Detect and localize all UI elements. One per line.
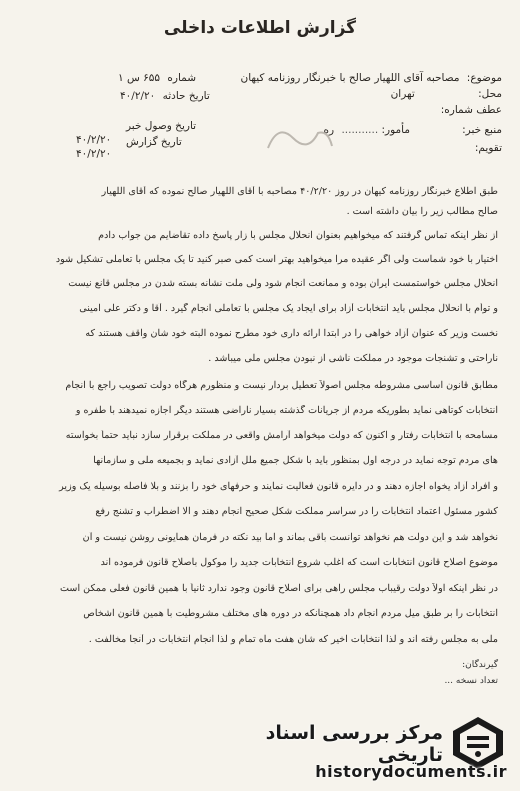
recipients-label: گیرندگان:	[462, 660, 498, 670]
document-title: گزارش اطلاعات داخلی	[163, 18, 357, 38]
receive-date-row	[126, 120, 196, 132]
agent-value: ره	[323, 124, 335, 136]
report-date-label: تاریخ گزارش	[126, 136, 182, 148]
report-date-row	[126, 136, 182, 148]
number-row	[118, 72, 196, 84]
body-line: ملی به مجلس رفته اند و لذا انتخابات اخیر که شان هفت ماه تمام و لذا انجام انتخابات در آنجا مخالفت .	[88, 634, 498, 645]
body-line: از نظر اینکه تماس گرفتند که میخواهیم بعنوان انحلال مجلس با زار پاسخ داده تقاضایم من جواب دادم	[98, 230, 498, 241]
body-line: کشور مسئول اعتماد انتخابات را در سراسر مملکت شکل صحیح انجام دهند و الا اضطراب و تشنج رفع	[95, 506, 498, 517]
subject-value: مصاحبه آقای اللهیار صالح با خبرنگار روزنامه کیهان	[240, 72, 460, 84]
agent-label: مأمور:	[381, 124, 410, 136]
copies-label: تعداد نسخه ...	[444, 676, 498, 686]
watermark	[215, 708, 515, 788]
faded-stamp-mark	[258, 118, 338, 158]
body-line: های مردم توجه نماید در درجه اول بمنظور باید با شکل جمیع ملل آزادی نماید و بجمیعه ملی و سازمانها	[93, 455, 498, 466]
body-line: و افراد آزاد یخواه اجازه دهند و در دایره قانون فعالیت نمایند و حرفهای خود را بزنند و بلا فاصله بوسیله یک وزیر	[59, 481, 498, 492]
body-line: و توأم با انحلال مجلس باید انتخابات آزاد برای ایجاد یک مجلس با تعاملی انجام گیرد . آقا و دکتر علی امینی	[79, 303, 498, 314]
event-date-label: تاریخ حادثه	[162, 90, 210, 102]
place-value: تهران	[390, 88, 415, 100]
body-line: نخواهد شد و این دولت هم نخواهد توانست باقی بماند و اما بید نکته در فرمان همایونی روشن نیست و آن	[82, 532, 498, 543]
event-date-row	[120, 90, 210, 102]
body-line: انحلال مجلس خواستمست ایران بوده و ممانعت انجام شود ولی ملت نشانه بسته شدن درِ مجلس قانع نیست	[68, 278, 498, 289]
body-line: انتخابات را بر طبق میل مردم انجام داد همچنانکه در دوره های مختلف مشروطیت با همین قانون اشخاص	[83, 608, 498, 619]
subject-row	[240, 72, 502, 84]
number-label: شماره	[167, 72, 197, 84]
watermark-title: مرکز بررسی اسناد تاریخی	[265, 722, 443, 766]
body-line: صالح مطالب زیر را بیان داشته است .	[346, 206, 498, 217]
body-line: در نظر اینکه اولاً دولت رقیباب مجلس راهی برای اصلاح قانون وجود ندارد ثانیاً با همین قانون فعلی ممکن است	[59, 583, 498, 594]
evaluation-row	[475, 142, 502, 154]
agent-row: مأمور: ........... ره	[323, 124, 410, 136]
body-line: طبق اطلاع خبرنگار روزنامه کیهان در روز ۴۰/۲/۲۰ مصاحبه با آقای اللهیار صالح نموده که آقای اللهیار	[101, 186, 498, 197]
source-row	[462, 124, 502, 136]
body-line: مطابق قانون اساسی مشروطه مجلس اصولاً تعطیل بردار نیست و منظورم هرگاه دولت تصویب راجع با انجام	[65, 380, 498, 391]
body-line: مسامحه با انتخابات رفتار و اکنون که دولت میخواهد آرامش واقعی در مملکت برقرار سازد نباید حتماً بخواسته	[65, 430, 498, 441]
body-line: موضوع اصلاح قانون انتخابات است که اغلب شروع انتخابات جدید را موکول باصلاح قانون فرموده اند	[100, 557, 498, 568]
body-line: ناراحتی و تشنجات موجود در مملکت ناشی از نبودن مجلس ملی میباشد .	[208, 353, 498, 364]
place-row	[391, 88, 502, 100]
source-label: منبع خبر:	[462, 124, 502, 136]
receive-date-label: تاریخ وصول خبر	[126, 120, 197, 132]
body-line: اختیار با خود شماست ولی اگر عقیده مرا میخواهید بهتر است کمی صبر کنید تا یک مجلس با تعاملی تشکیل شود	[55, 254, 498, 265]
receive-date-value: ۴۰/۲/۲۰	[76, 134, 112, 146]
place-label: محل:	[478, 88, 502, 100]
body-line: انتخابات کوتاهی نماید بطوریکه مردم از جریانات گذشته بسیار ناراضی هستند دیگر اجازه نمیدهند با طفره و	[75, 405, 498, 416]
evaluation-label: تقویم:	[474, 142, 502, 154]
number-value: ۶۵۵ س ۱	[118, 72, 161, 84]
report-date-value: ۴۰/۲/۲۰	[76, 148, 112, 160]
subject-label: موضوع:	[466, 72, 502, 84]
watermark-url: historydocuments.ir	[315, 762, 507, 781]
event-date-value: ۴۰/۲/۲۰	[120, 90, 156, 102]
attachment-label: عطف شماره:	[440, 104, 502, 116]
body-line: نخست وزیر که عنوان آزاد خواهی را در ابتدا ارائه داری خود مطرح نموده البته خود شان واقف هستند که	[85, 328, 498, 339]
attachment-row	[441, 104, 502, 116]
